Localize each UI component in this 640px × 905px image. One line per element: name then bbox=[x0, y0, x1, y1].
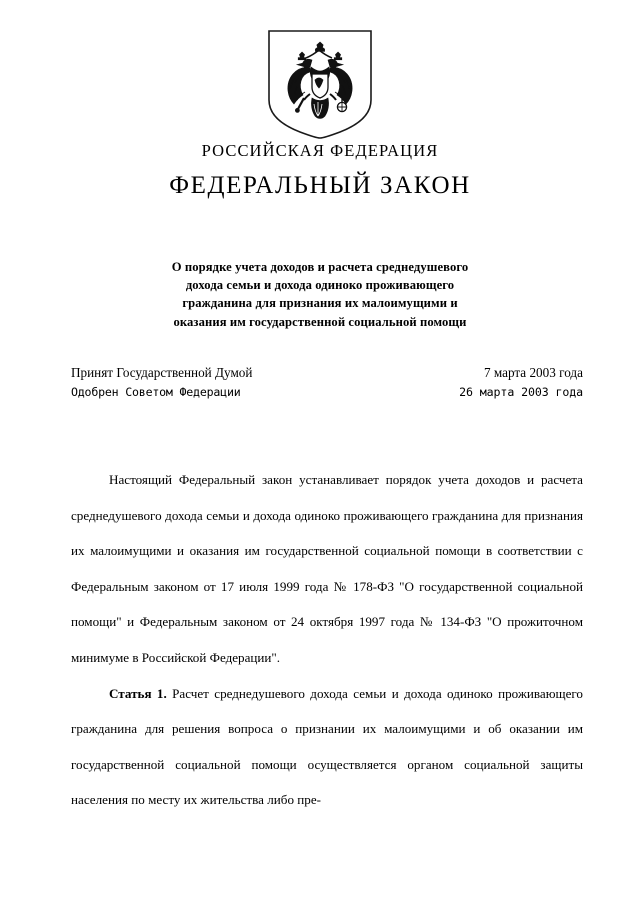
body-paragraph-article-1 bbox=[71, 676, 583, 818]
adoption-duma-date: 7 марта 2003 года bbox=[483, 365, 583, 380]
document-title-block bbox=[0, 141, 640, 201]
coat-of-arms-emblem bbox=[0, 28, 640, 140]
document-type-title: ФЕДЕРАЛЬНЫЙ ЗАКОН bbox=[169, 171, 471, 199]
law-subtitle-line: гражданина для признания их малоимущими и bbox=[182, 296, 458, 311]
law-subtitle-line: дохода семьи и дохода одиноко проживающего bbox=[185, 278, 455, 293]
body-paragraph-intro: Настоящий Федеральный закон устанавливает порядок учета доходов и расчета среднедушевого дохода семьи и дохода одиноко проживающего гражданина для признания их малоимущими и оказания им государственной социальной помощи в соответствии с Федеральным законом от 17 июля 1999 года № 178-ФЗ "О государственной социальной помощи" и Федеральным законом от 24 октября 1997 года № 134-ФЗ "О прожиточном минимуме в Российской Федерации". bbox=[71, 472, 583, 665]
document-body bbox=[71, 462, 583, 818]
article-1-text: Расчет среднедушевого дохода семьи и дохода одиноко проживающего гражданина для решения вопроса о признании их малоимущими и об оказании им государственной социальной помощи осуществляется органом социальной защиты населения по месту их жительства либо пре- bbox=[71, 685, 583, 808]
article-1-label: Статья 1. bbox=[109, 685, 167, 701]
adoption-council-label: Одобрен Советом Федерации bbox=[71, 385, 241, 399]
country-title: РОССИЙСКАЯ ФЕДЕРАЦИЯ bbox=[201, 141, 439, 160]
adoption-duma-label: Принят Государственной Думой bbox=[71, 365, 253, 380]
law-subtitle bbox=[120, 258, 520, 331]
adoption-council-date: 26 марта 2003 года bbox=[459, 385, 583, 399]
adoption-council-row bbox=[71, 384, 583, 401]
adoption-duma-row bbox=[71, 364, 583, 381]
law-subtitle-line: оказания им государственной социальной помощи bbox=[173, 314, 467, 329]
russian-coat-of-arms-icon bbox=[262, 28, 378, 140]
law-subtitle-line: О порядке учета доходов и расчета среднедушевого bbox=[171, 260, 469, 274]
